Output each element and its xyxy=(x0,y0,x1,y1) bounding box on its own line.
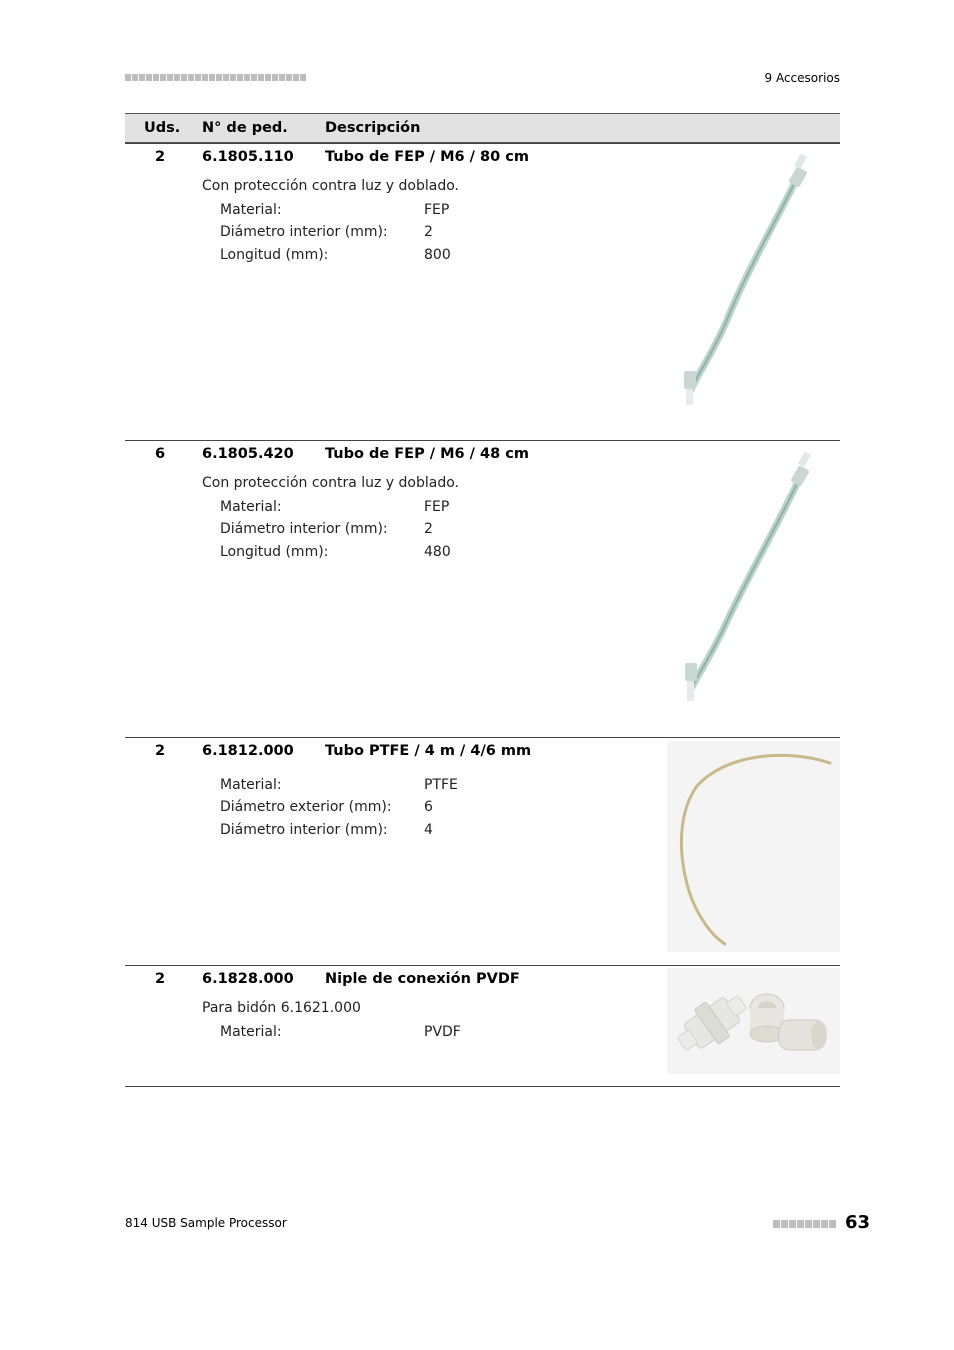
spec-label: Diámetro interior (mm): xyxy=(220,521,388,537)
spec-label: Material: xyxy=(220,1024,282,1040)
ptfe-tube-image xyxy=(667,741,840,952)
item-order-number: 6.1812.000 xyxy=(202,743,294,759)
spec-label: Material: xyxy=(220,202,282,218)
spec-value: PVDF xyxy=(424,1024,461,1040)
item-spec xyxy=(220,202,450,218)
spec-label: Diámetro exterior (mm): xyxy=(220,799,392,815)
item-spec xyxy=(220,799,433,815)
item-quantity: 6 xyxy=(155,446,166,462)
column-header-description: Descripción xyxy=(325,120,421,136)
item-quantity: 2 xyxy=(155,149,166,165)
table-row xyxy=(125,737,840,965)
item-title: Niple de conexión PVDF xyxy=(325,971,520,987)
spec-label: Material: xyxy=(220,777,282,793)
table-row xyxy=(125,440,840,737)
spec-value: PTFE xyxy=(424,777,458,793)
spec-value: 2 xyxy=(424,521,433,537)
item-quantity: 2 xyxy=(155,971,166,987)
spec-value: 4 xyxy=(424,822,433,838)
table-header xyxy=(125,113,840,143)
item-spec xyxy=(220,247,451,263)
item-order-number: 6.1805.420 xyxy=(202,446,294,462)
item-note: Para bidón 6.1621.000 xyxy=(202,1000,361,1016)
page-number: 63 xyxy=(845,1212,871,1233)
item-spec xyxy=(220,777,458,793)
column-header-qty: Uds. xyxy=(144,120,181,136)
item-spec xyxy=(220,224,433,240)
spec-label: Diámetro interior (mm): xyxy=(220,224,388,240)
column-header-code: N° de ped. xyxy=(202,120,288,136)
table-row xyxy=(125,143,840,440)
spec-value: 480 xyxy=(424,544,451,560)
footer-decoration xyxy=(773,1220,836,1228)
spec-value: FEP xyxy=(424,202,450,218)
connection-nipple-image xyxy=(667,968,840,1074)
table-bottom-rule xyxy=(125,1086,840,1087)
spec-label: Longitud (mm): xyxy=(220,247,329,263)
fep-tube-image xyxy=(667,150,840,412)
item-note: Con protección contra luz y doblado. xyxy=(202,475,460,491)
item-spec xyxy=(220,521,433,537)
item-title: Tubo de FEP / M6 / 80 cm xyxy=(325,149,529,165)
item-title: Tubo PTFE / 4 m / 4/6 mm xyxy=(325,743,532,759)
item-quantity: 2 xyxy=(155,743,166,759)
table-row xyxy=(125,965,840,1086)
spec-label: Longitud (mm): xyxy=(220,544,329,560)
spec-value: 800 xyxy=(424,247,451,263)
fep-tube-image xyxy=(667,447,840,713)
item-note: Con protección contra luz y doblado. xyxy=(202,178,460,194)
spec-value: 2 xyxy=(424,224,433,240)
item-spec xyxy=(220,1024,461,1040)
footer-product-name: 814 USB Sample Processor xyxy=(125,1216,287,1230)
item-spec xyxy=(220,544,451,560)
spec-label: Diámetro interior (mm): xyxy=(220,822,388,838)
item-spec xyxy=(220,499,450,515)
item-order-number: 6.1805.110 xyxy=(202,149,294,165)
chapter-title: 9 Accesorios xyxy=(764,71,840,85)
item-title: Tubo de FEP / M6 / 48 cm xyxy=(325,446,529,462)
item-order-number: 6.1828.000 xyxy=(202,971,294,987)
header-decoration xyxy=(125,74,306,82)
spec-value: 6 xyxy=(424,799,433,815)
spec-value: FEP xyxy=(424,499,450,515)
spec-label: Material: xyxy=(220,499,282,515)
item-spec xyxy=(220,822,433,838)
